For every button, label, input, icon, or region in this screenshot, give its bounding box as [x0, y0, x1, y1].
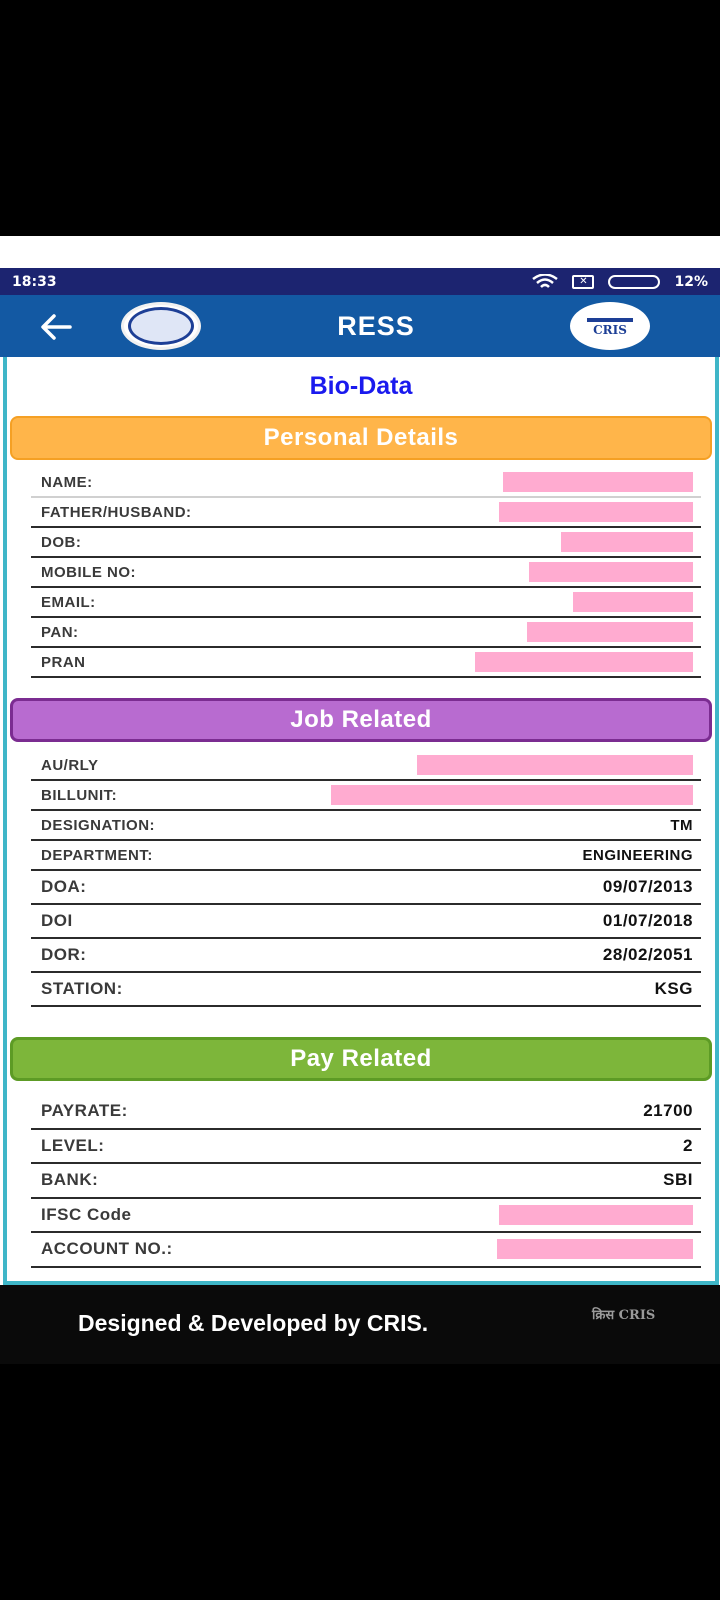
field-label: PRAN: [41, 653, 86, 671]
battery-icon: [608, 275, 660, 289]
field-label: DOB:: [41, 533, 82, 551]
redacted-value: [503, 472, 693, 492]
personal-row: [31, 648, 701, 678]
redacted-value: [529, 562, 693, 582]
field-label: DOI: [41, 911, 73, 930]
job-row: [31, 781, 701, 811]
field-value: SBI: [663, 1170, 693, 1190]
pay-row: [31, 1095, 701, 1130]
redacted-value: [475, 652, 693, 672]
field-label: FATHER/HUSBAND:: [41, 503, 192, 521]
field-label: PAN:: [41, 623, 79, 641]
pay-row: [31, 1164, 701, 1199]
battery-percent: 12%: [674, 273, 708, 290]
field-value: 01/07/2018: [602, 911, 693, 930]
field-label: DESIGNATION:: [41, 816, 156, 834]
field-value: 28/02/2051: [602, 945, 693, 964]
field-label: DOR:: [41, 945, 87, 964]
field-label: DOA:: [41, 877, 87, 896]
field-value: 09/07/2013: [602, 877, 693, 896]
cris-logo: [570, 302, 650, 350]
personal-row: [31, 588, 701, 618]
personal-details-list: [31, 468, 701, 678]
pay-related-list: [31, 1095, 701, 1268]
pay-row: [31, 1130, 701, 1165]
footer-cris-logo: क्रिस CRIS: [592, 1308, 656, 1323]
personal-row: [31, 558, 701, 588]
app-title: RESS: [337, 311, 415, 341]
personal-row: [31, 528, 701, 558]
redacted-value: [417, 755, 693, 775]
field-value: ENGINEERING: [582, 846, 693, 864]
sim-off-icon: ✕: [572, 275, 594, 289]
status-bar: [0, 268, 720, 295]
redacted-value: [331, 785, 693, 805]
pay-row: [31, 1233, 701, 1268]
field-label: MOBILE NO:: [41, 563, 136, 581]
field-value: KSG: [654, 979, 693, 998]
field-label: BILLUNIT:: [41, 786, 118, 804]
app-bar: [0, 295, 720, 357]
redacted-value: [527, 622, 693, 642]
field-label: NAME:: [41, 473, 93, 491]
job-row: [31, 939, 701, 973]
cris-logo-text: CRIS: [593, 323, 627, 337]
field-label: STATION:: [41, 979, 123, 998]
personal-row: [31, 498, 701, 528]
job-row: [31, 871, 701, 905]
field-label: EMAIL:: [41, 593, 96, 611]
status-time: 18:33: [12, 273, 57, 290]
field-label: DEPARTMENT:: [41, 846, 153, 864]
footer-credit: Designed & Developed by CRIS.: [78, 1310, 429, 1336]
redacted-value: [573, 592, 693, 612]
app-screen: [0, 236, 720, 1364]
section-header-pay: Pay Related: [10, 1037, 712, 1081]
personal-row: [31, 468, 701, 498]
job-row: [31, 973, 701, 1007]
job-related-list: [31, 751, 701, 1007]
field-label: BANK:: [41, 1170, 99, 1190]
footer: [0, 1285, 720, 1364]
section-header-job: Job Related: [10, 698, 712, 742]
field-value: TM: [670, 816, 693, 834]
pay-row: [31, 1199, 701, 1234]
redacted-value: [499, 1205, 693, 1225]
field-label: IFSC Code: [41, 1204, 132, 1224]
job-row: [31, 751, 701, 781]
job-row: [31, 841, 701, 871]
field-label: LEVEL:: [41, 1135, 105, 1155]
redacted-value: [499, 502, 693, 522]
redacted-value: [561, 532, 693, 552]
field-label: PAYRATE:: [41, 1101, 128, 1121]
redacted-value: [497, 1239, 693, 1259]
job-row: [31, 811, 701, 841]
bio-data-panel: [3, 357, 719, 1285]
personal-row: [31, 618, 701, 648]
page-title: Bio-Data: [309, 372, 413, 400]
section-header-personal: Personal Details: [10, 416, 712, 460]
field-value: 2: [683, 1135, 693, 1155]
field-label: ACCOUNT NO.:: [41, 1239, 173, 1259]
wifi-icon: [532, 274, 558, 290]
job-row: [31, 905, 701, 939]
field-value: 21700: [643, 1101, 693, 1121]
field-label: AU/RLY: [41, 756, 99, 774]
